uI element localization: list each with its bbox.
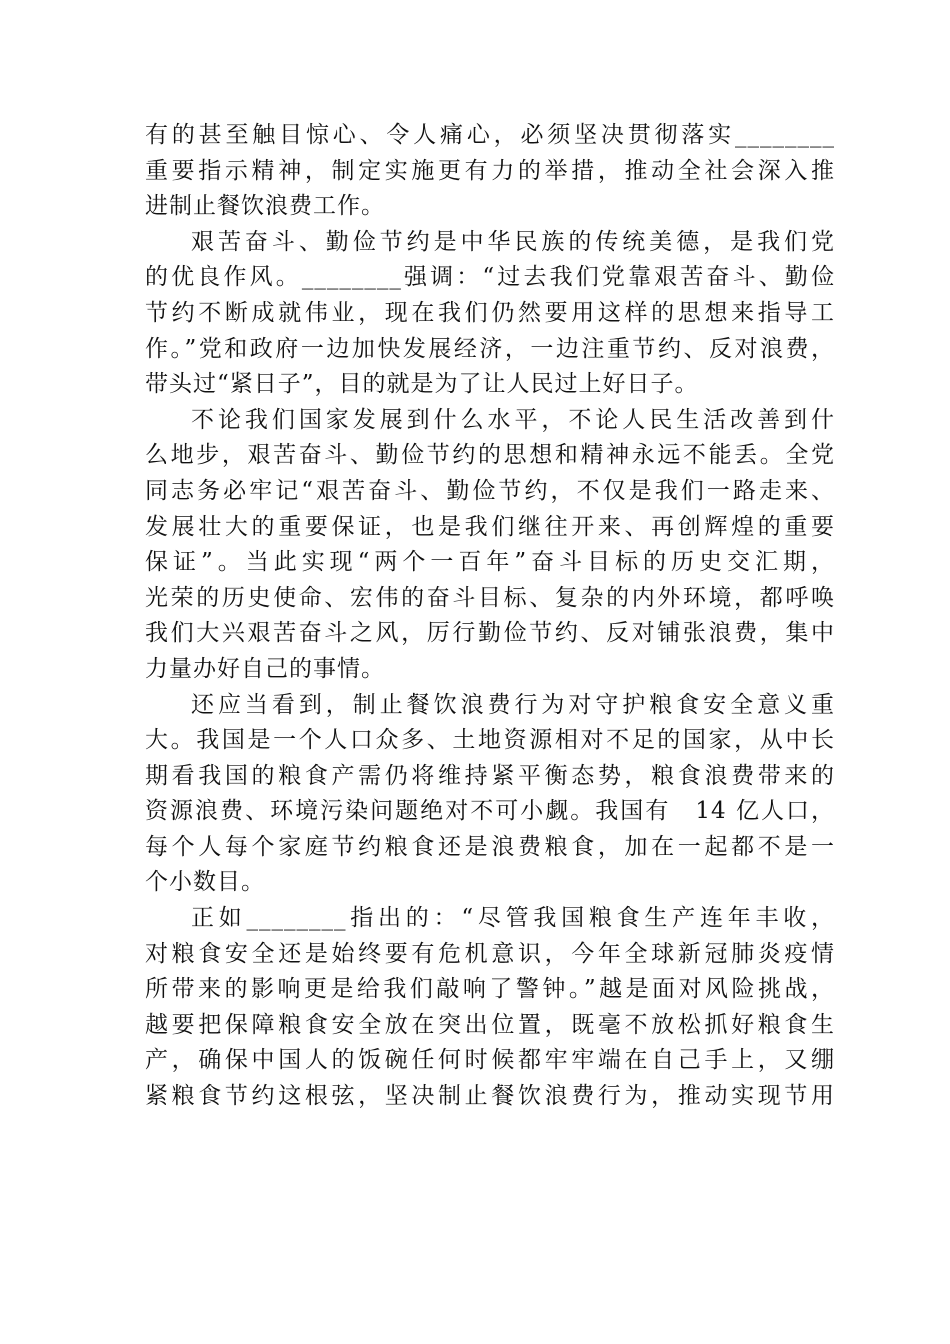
text-line: 紧粮食节约这根弦，坚决制止餐饮浪费行为，推动实现节用: [145, 1083, 835, 1110]
text-line: 作。”党和政府一边加快发展经济，一边注重节约、反对浪费，: [145, 335, 835, 362]
text-line: 期看我国的粮食产需仍将维持紧平衡态势，粮食浪费带来的: [145, 762, 835, 789]
text-line: 进制止餐饮浪费工作。: [145, 193, 385, 220]
text-line: 个小数目。: [145, 869, 265, 896]
paragraph-4: [145, 688, 835, 902]
text-line: 所带来的影响更是给我们敲响了警钟。”越是面对风险挑战，: [145, 976, 835, 1003]
text-line: 带头过“紧日子”，目的就是为了让人民过上好日子。: [145, 371, 699, 398]
text-line: 还应当看到，制止餐饮浪费行为对守护粮食安全意义重: [191, 691, 835, 718]
text-line: 不论我们国家发展到什么水平，不论人民生活改善到什: [191, 406, 835, 433]
text-line: 对粮食安全还是始终要有危机意识，今年全球新冠肺炎疫情: [145, 940, 835, 967]
text-line: 么地步，艰苦奋斗、勤俭节约的思想和精神永远不能丢。全党: [145, 442, 835, 469]
text-line: 有的甚至触目惊心、令人痛心，必须坚决贯彻落实________: [145, 122, 835, 148]
text-line: 越要把保障粮食安全放在突出位置，既毫不放松抓好粮食生: [145, 1011, 835, 1038]
text-line: 发展壮大的重要保证，也是我们继往开来、再创辉煌的重要: [145, 513, 835, 540]
text-line: 资源浪费、环境污染问题绝对不可小觑。我国有 14 亿人口，: [145, 798, 835, 825]
text-line: 大。我国是一个人口众多、土地资源相对不足的国家，从中长: [145, 727, 835, 754]
paragraph-5: [145, 901, 835, 1115]
text-line: 保证”。当此实现“两个一百年”奋斗目标的历史交汇期，: [145, 549, 835, 576]
text-line: 节约不断成就伟业，现在我们仍然要用这样的思想来指导工: [145, 299, 835, 326]
document-body: [145, 118, 835, 1115]
text-line: 正如________指出的：“尽管我国粮食生产连年丰收，: [191, 905, 835, 932]
text-line: 重要指示精神，制定实施更有力的举措，推动全社会深入推: [145, 157, 835, 184]
text-line: 的优良作风。________强调：“过去我们党靠艰苦奋斗、勤俭: [145, 264, 835, 291]
paragraph-1: [145, 118, 835, 225]
text-line: 力量办好自己的事情。: [145, 655, 385, 682]
text-line: 艰苦奋斗、勤俭节约是中华民族的传统美德，是我们党: [191, 228, 835, 255]
text-line: 每个人每个家庭节约粮食还是浪费粮食，加在一起都不是一: [145, 833, 835, 860]
paragraph-2: [145, 225, 835, 403]
text-line: 我们大兴艰苦奋斗之风，厉行勤俭节约、反对铺张浪费，集中: [145, 620, 835, 647]
paragraph-3: [145, 403, 835, 688]
text-line: 同志务必牢记“艰苦奋斗、勤俭节约，不仅是我们一路走来、: [145, 477, 835, 504]
text-line: 光荣的历史使命、宏伟的奋斗目标、复杂的内外环境，都呼唤: [145, 584, 835, 611]
text-line: 产，确保中国人的饭碗任何时候都牢牢端在自己手上，又绷: [145, 1047, 835, 1074]
